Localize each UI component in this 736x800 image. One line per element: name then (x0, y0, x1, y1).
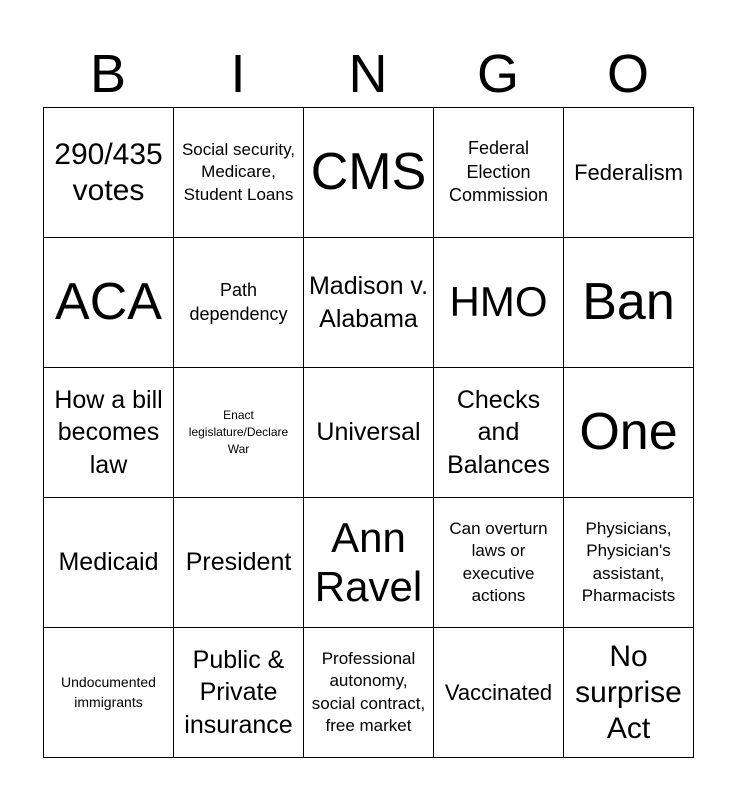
cell-text: Federalism (574, 159, 683, 185)
cell-text: Physicians, Physician's assistant, Pharmacists (581, 519, 676, 605)
bingo-cell-r3c3[interactable] (304, 368, 434, 498)
bingo-cell-r5c5[interactable] (564, 628, 694, 758)
cell-text: President (185, 548, 292, 577)
cell-text: How a bill becomes law (54, 385, 163, 479)
bingo-cell-r3c1[interactable] (44, 368, 174, 498)
cell-text: Path dependency (189, 280, 288, 324)
bingo-cell-r4c2[interactable] (174, 498, 304, 628)
cell-text: 290/435 votes (54, 137, 163, 207)
cell-text: No surprise Act (575, 639, 682, 745)
cell-text: Enact legislature/Declare War (188, 408, 289, 456)
bingo-cell-r4c1[interactable] (44, 498, 174, 628)
bingo-cell-r2c1[interactable] (44, 238, 174, 368)
bingo-cell-r4c4[interactable] (434, 498, 564, 628)
cell-text: Social security, Medicare, Student Loans (181, 140, 296, 204)
cell-text: Professional autonomy, social contract, free market (311, 649, 426, 735)
bingo-cell-r5c2[interactable] (174, 628, 304, 758)
cell-text: Can overturn laws or executive actions (449, 519, 548, 605)
bingo-cell-r3c2[interactable] (174, 368, 304, 498)
bingo-cell-r5c3[interactable] (304, 628, 434, 758)
header-letter-g: G (476, 44, 519, 104)
header-letter-b: B (89, 44, 127, 104)
cell-text: Medicaid (58, 548, 159, 577)
bingo-cell-r2c2[interactable] (174, 238, 304, 368)
bingo-cell-r5c1[interactable] (44, 628, 174, 758)
cell-text: ACA (55, 273, 162, 332)
cell-text: Undocumented immigrants (61, 673, 156, 710)
cell-text: Madison v. Alabama (308, 272, 429, 333)
cell-text: Universal (316, 418, 421, 447)
bingo-cell-r1c1[interactable] (44, 108, 174, 238)
bingo-cell-r3c4[interactable] (434, 368, 564, 498)
bingo-cell-r2c3[interactable] (304, 238, 434, 368)
cell-text: Federal Election Commission (448, 138, 549, 206)
cell-text: One (579, 403, 678, 462)
bingo-cell-r3c5[interactable] (564, 368, 694, 498)
header-letter-o: O (606, 44, 649, 104)
cell-text: Ann Ravel (314, 514, 423, 610)
cell-text: Public & Private insurance (184, 645, 293, 739)
bingo-cell-r4c3[interactable] (304, 498, 434, 628)
bingo-cell-r1c2[interactable] (174, 108, 304, 238)
bingo-header (43, 42, 693, 106)
bingo-cell-r4c5[interactable] (564, 498, 694, 628)
cell-text: CMS (310, 143, 427, 202)
bingo-cell-r1c4[interactable] (434, 108, 564, 238)
bingo-cell-r1c3[interactable] (304, 108, 434, 238)
header-letter-i: I (230, 44, 246, 104)
header-letter-n: N (348, 44, 388, 104)
bingo-board (43, 107, 694, 758)
cell-text: Ban (582, 273, 675, 332)
bingo-cell-r2c4[interactable] (434, 238, 564, 368)
cell-text: Checks and Balances (447, 385, 550, 479)
bingo-cell-r5c4[interactable] (434, 628, 564, 758)
bingo-cell-r1c5[interactable] (564, 108, 694, 238)
cell-text: HMO (449, 278, 548, 326)
bingo-cell-r2c5[interactable] (564, 238, 694, 368)
cell-text: Vaccinated (444, 679, 553, 705)
